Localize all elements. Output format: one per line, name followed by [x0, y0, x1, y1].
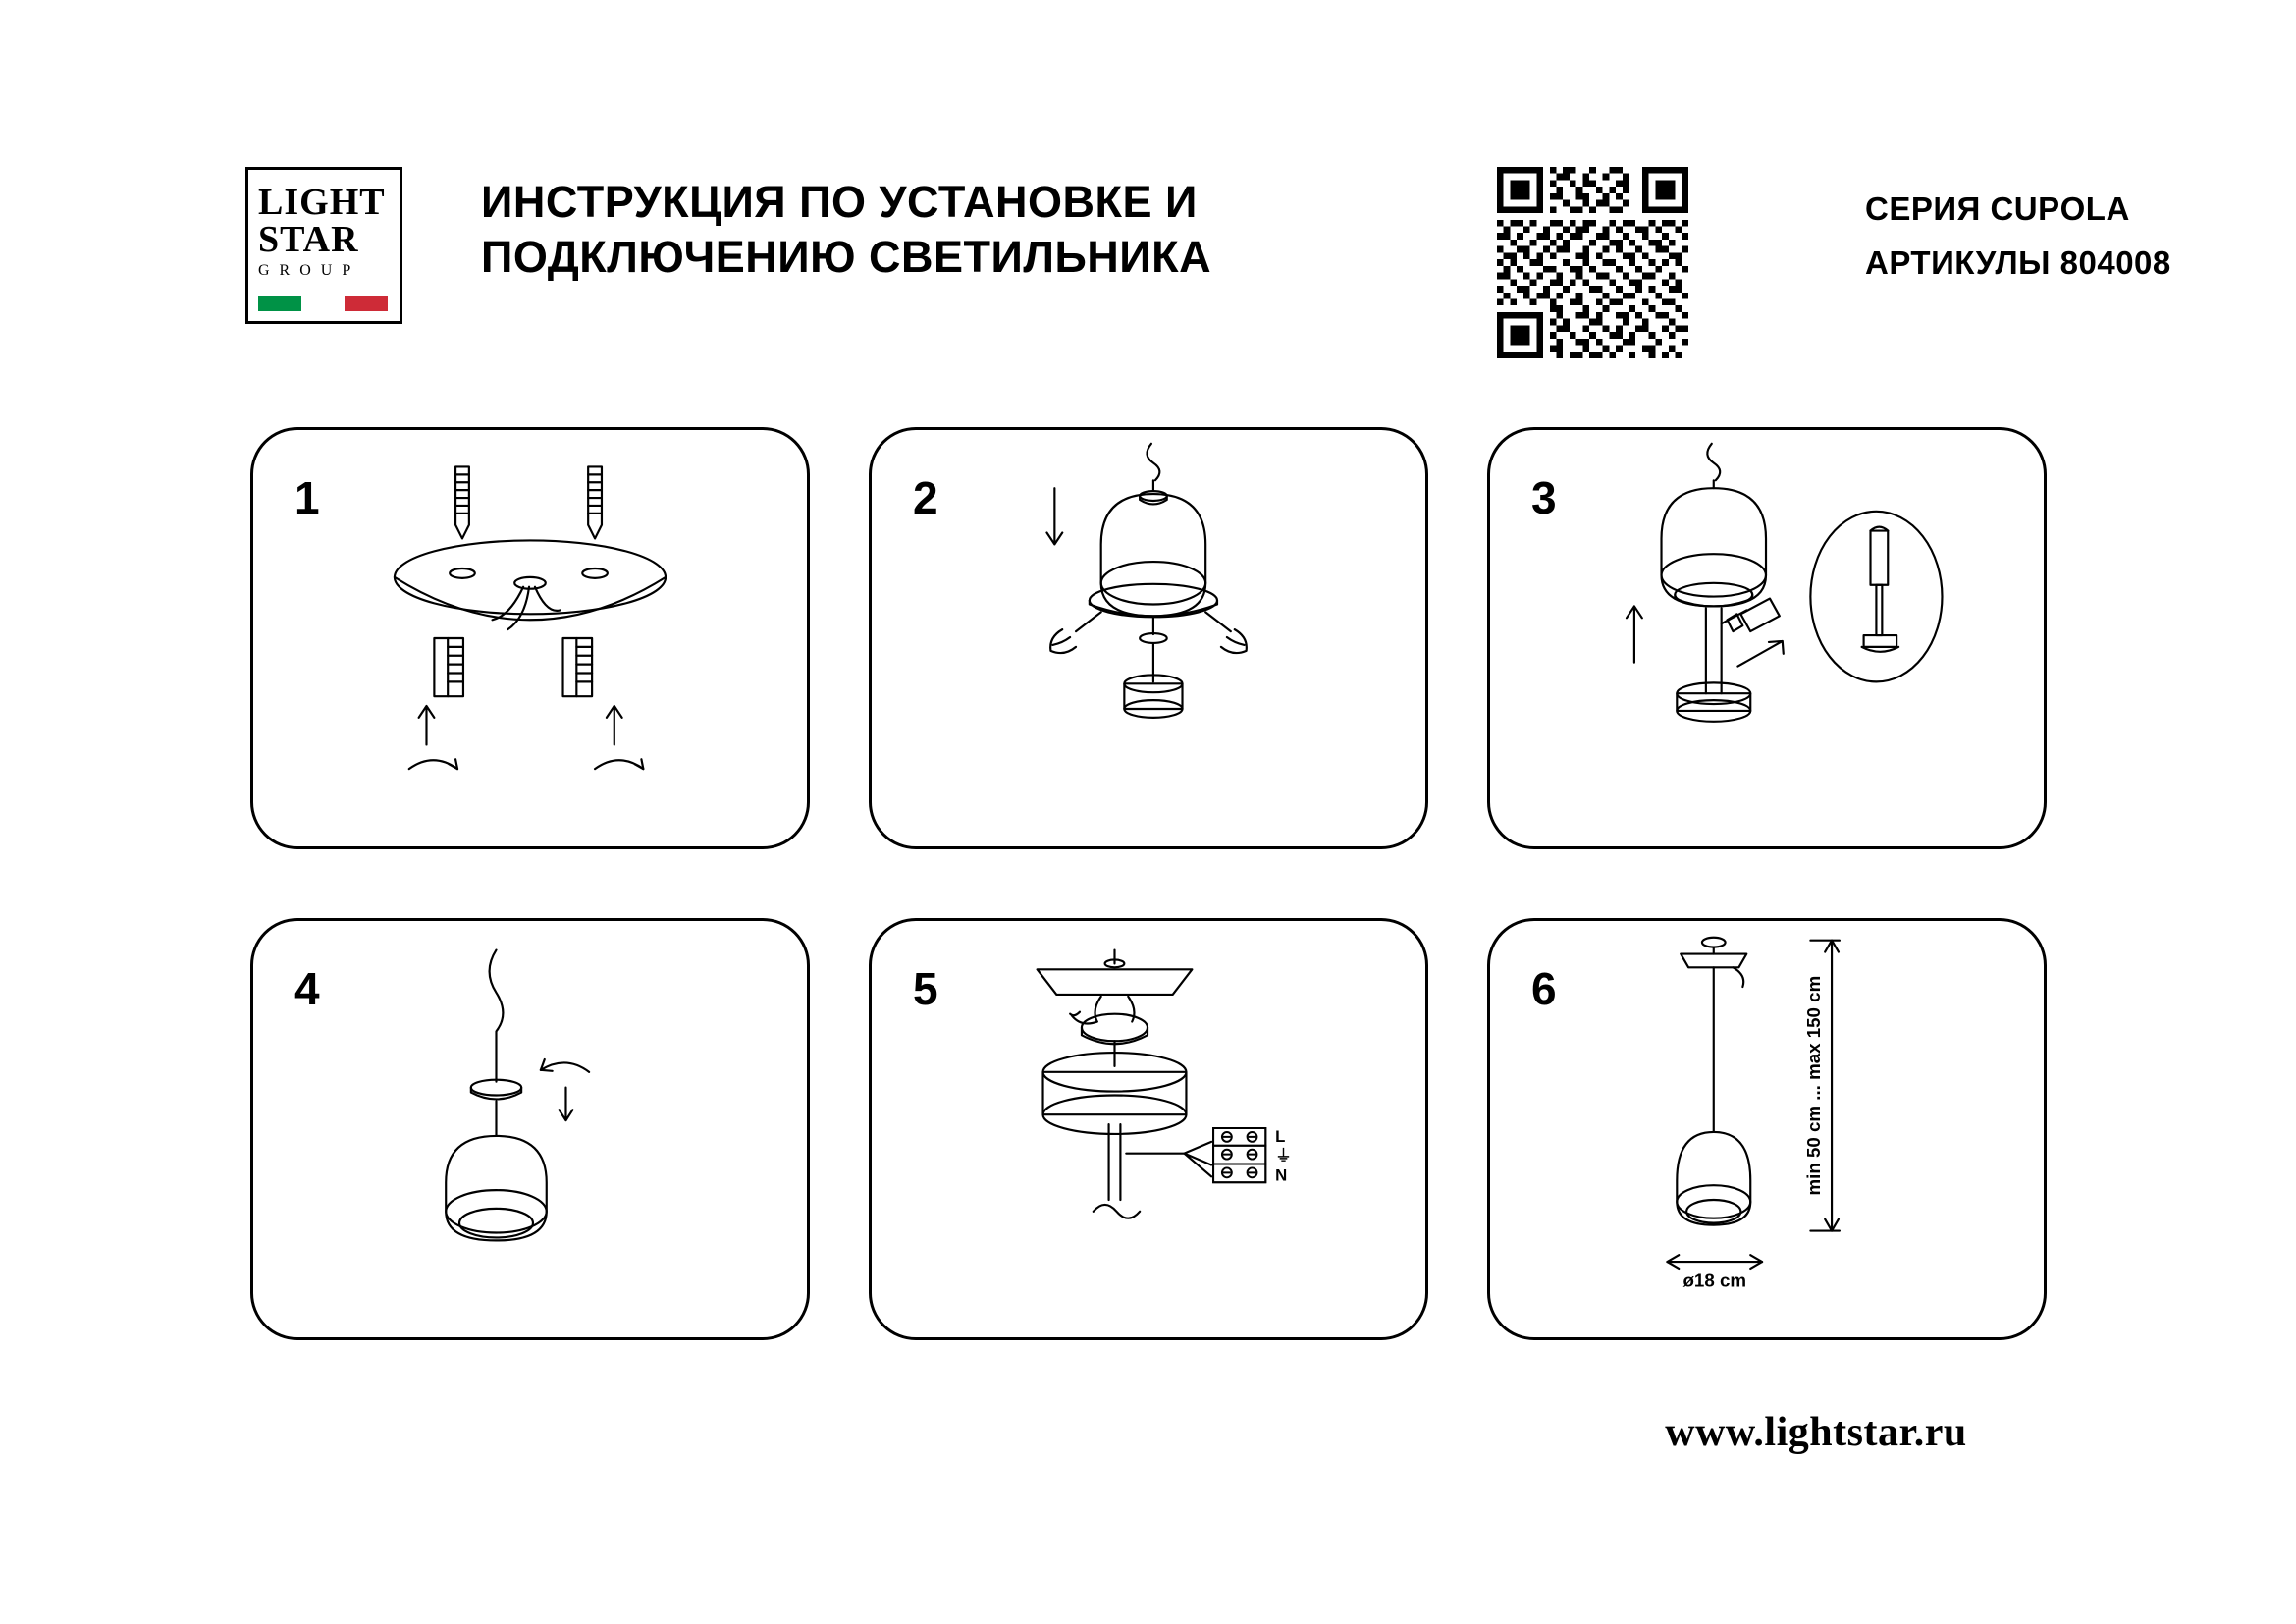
step-panel-2	[869, 427, 1428, 849]
installation-steps-grid	[250, 427, 2047, 1350]
step-panel-4	[250, 918, 810, 1340]
product-meta	[1865, 182, 2296, 290]
terminal-label-n: N	[1275, 1165, 1288, 1185]
logo-line-1: LIGHT	[258, 182, 386, 223]
step-panel-3	[1487, 427, 2047, 849]
italian-flag-icon	[258, 296, 388, 311]
step-number-2: 2	[913, 472, 938, 523]
step-5-illustration	[872, 921, 1425, 1337]
page-title: ИНСТРУКЦИЯ ПО УСТАНОВКЕ И ПОДКЛЮЧЕНИЮ СВЕТИЛЬНИКА	[481, 177, 1212, 282]
brand-logo	[245, 167, 402, 324]
step-3-illustration	[1490, 430, 2044, 846]
step-panel-1	[250, 427, 810, 849]
logo-line-2: STAR	[258, 219, 359, 260]
terminal-label-l: L	[1275, 1126, 1286, 1146]
qr-code-icon	[1487, 167, 1698, 358]
step-number-4: 4	[294, 963, 320, 1014]
document-header	[245, 157, 2171, 353]
series-label: СЕРИЯ CUPOLA	[1865, 190, 2130, 227]
step-6-illustration	[1490, 921, 2044, 1337]
step-2-illustration	[872, 430, 1425, 846]
height-dimension-label: min 50 cm ... max 150 cm	[1803, 975, 1825, 1196]
svg-text:⏚: ⏚	[1275, 1146, 1292, 1165]
step-panel-5	[869, 918, 1428, 1340]
step-number-5: 5	[913, 963, 938, 1014]
diameter-dimension-label: ø18 cm	[1682, 1270, 1747, 1291]
website-link[interactable]: www.lightstar.ru	[1665, 1410, 1967, 1455]
step-panel-6	[1487, 918, 2047, 1340]
step-1-illustration	[253, 430, 807, 846]
logo-group-text: G R O U P	[258, 262, 354, 279]
step-number-3: 3	[1531, 472, 1557, 523]
step-number-1: 1	[294, 472, 320, 523]
article-label: АРТИКУЛЫ 804008	[1865, 244, 2171, 281]
step-4-illustration	[253, 921, 807, 1337]
step-number-6: 6	[1531, 963, 1557, 1014]
